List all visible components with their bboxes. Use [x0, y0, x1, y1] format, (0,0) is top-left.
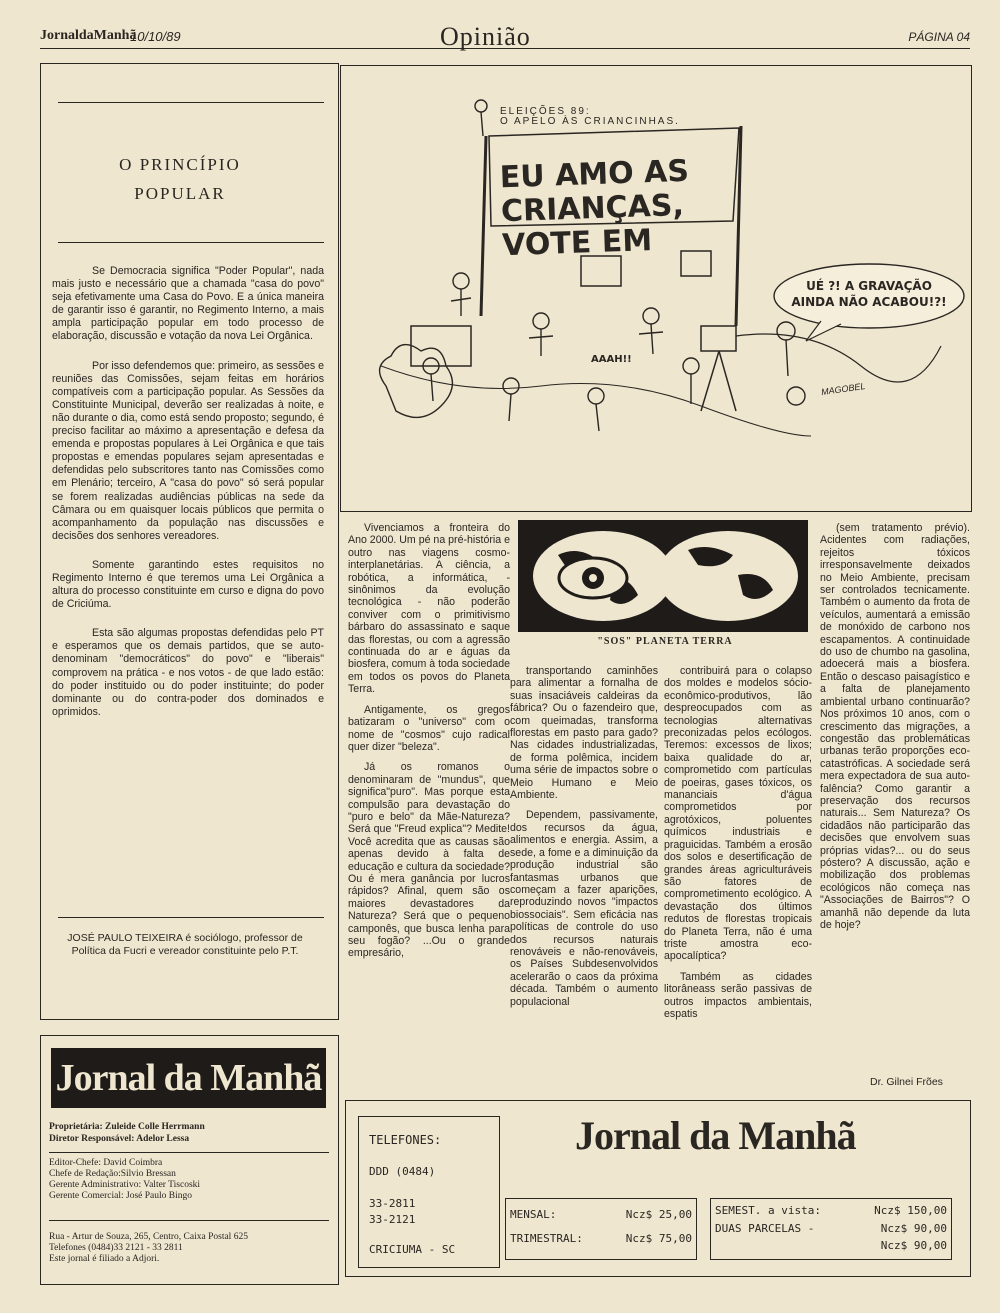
- sos-paragraph: contribuirá para o colapso dos moldes e modelos sócio-econômico-produtivos, lão despreocupados com as tecnologias alternativas preconizadas pelos ecólogos. Teremos: excessos de lixos; baixa qualidade do ar, comprometido com partículas de poeiras, gases tóxicos, os mananciais d'água comprometidos por agrotóxicos, poluentes químicos industriais e praguicidas. Também a erosão dos solos e desertificação de grandes áreas agriculturáveis são fatores de comprometimento ecológico. A devastação dos últimos redutos de florestas tropicais do Planeta Terra, não é uma triste amostra eco-apocalíptica?: [664, 665, 812, 963]
- article-paragraph: Por isso defendemos que: primeiro, as sessões e reuniões das Comissões, sejam feitas em horários compatíveis com a participação popular. As Sessões da Constituinte Municipal, deverão ser realizadas à noite, e não durante o dia, como está sendo proposto; segundo, é preciso facilitar ao máximo a apresentação e defesa da emenda e propostas populares à Lei Orgânica e que tais propostas e emendas populares sejam apresentadas e defendidas pelo subscritores tanto nas Comissões como em Plenário; terceiro, A "casa do povo" só será popular se forem realizadas audiências públicas na sede da Câmara ou em quaisquer locais públicos que permita o acompanhamento da população nas discussões e decisões dos senhores vereadores.: [52, 359, 325, 542]
- trimestral-value: Ncz$ 75,00: [625, 1232, 692, 1245]
- sos-illustration: [518, 520, 808, 652]
- semest-label: SEMEST. a vista:: [715, 1204, 821, 1217]
- sos-paragraph: transportando caminhões para alimentar a fornalha de suas insaciáveis caldeiras da fábrica? Ou o fazendeiro que, com queimadas, transforma florestas em pasto para gado? Nas cidades industrializadas, de forma polêmica, incidem uma série de impactos sobre o Meio Humano e Meio Ambiente.: [510, 665, 658, 802]
- expediente-rule-1: [49, 1152, 329, 1153]
- duas-parcelas-value-1: Ncz$ 90,00: [880, 1222, 947, 1235]
- sos-column-3: [664, 665, 812, 1028]
- article-paragraph: Somente garantindo estes requisitos no Regimento Interno é que teremos uma Lei Orgânica a altura do processo constituinte em curso e digna do povo de Criciúma.: [52, 558, 324, 611]
- article-paragraph: Esta são algumas propostas defendidas pelo PT e esperamos que os demais partidos, que se auto-denominam "democráticos" do povo" e "liberais" comprovem na prática - e nos votos - de que lado estão: do poder instituido ou do poder instituinte; do poder dominante ou do contra-poder dos dominados e oprimidos.: [52, 627, 324, 718]
- author-rule: [58, 917, 324, 918]
- balloon-line2: AINDA NÃO ACABOU!?!: [791, 295, 947, 309]
- duas-parcelas-label: DUAS PARCELAS -: [715, 1222, 815, 1235]
- sos-paragraph: Antigamente, os gregos batizaram o "universo" com o nome de "cosmos" cujo radical quer dizer "beleza".: [348, 703, 510, 753]
- section-title: Opinião: [440, 22, 531, 51]
- sos-signature: Dr. Gilnei Frões: [870, 1076, 943, 1088]
- expediente-box: [40, 1035, 339, 1285]
- expediente-director: Diretor Responsável: Adelor Lessa: [49, 1134, 190, 1144]
- masthead-date: 10/10/89: [130, 29, 181, 44]
- cartoon-shout: AAAH!!: [591, 354, 632, 365]
- title-rule-bottom: [58, 242, 324, 243]
- sos-column-4: [820, 522, 970, 939]
- telephone-box: [358, 1116, 500, 1268]
- banner-line1: EU AMO AS: [499, 153, 690, 196]
- cartoon-caption-line2: O APELO ÀS CRIANCINHAS.: [500, 116, 680, 127]
- tel-number-1: 33-2811: [369, 1197, 416, 1210]
- sos-paragraph: (sem tratamento prévio). Acidentes com radiações, rejeitos tóxicos irresponsavelmente deixados no Meio Ambiente, precisam ser controlados tecnicamente. Também o aumento da frota de veículos, aumentará a emissão de monóxido de carbono nos escapamentos. A continuidade do uso de chumbo na gasolina, adoecerá mais a biosfera. Então o descaso paisagístico e a falta de planejamento ambiental urbano continuarão? Nos próximos 10 anos, com o crescimento das migrações, a congestão das problemáticas urbanas terão proporções eco-catastróficas. A sociedade será mera expectadora de sua auto-falência? Como garantir a preservação dos recursos naturais... Sem Natureza? Os cidadãos não participarão das decisões que envolvem suas próprias vidas?... ou do seus póstero? A discussão, ação e mobilização dos problemas ecológicos não começa nas "Associações de Bairros"? O amanhã não depende da luta de hoje?: [820, 522, 970, 931]
- sos-paragraph: Dependem, passivamente, dos recursos da água, alimentos e energia. Assim, a sede, a fome e a diminuição da produção industrial são fantasmas urbanos que começam a fazer aparições, reproduzindo novos "impactos biossociais". Sem eficácia nas políticas de controle do uso dos recursos naturais renováveis e não-renováveis, os Países Subdesenvolvidos acelerarão o caos da próxima década. Também o aumento populacional: [510, 809, 658, 1008]
- cartoon-frame: [340, 65, 972, 512]
- article-body: [52, 265, 324, 735]
- speech-balloon-text: [789, 278, 949, 310]
- expediente-affiliation: Este jornal é filiado a Adjori.: [49, 1254, 160, 1264]
- cartoon-banner: [499, 155, 692, 264]
- expediente-logo: Jornal da Manhã: [51, 1048, 326, 1108]
- article-title-line1: O PRINCÍPIO: [119, 155, 241, 174]
- mensal-value: Ncz$ 25,00: [625, 1208, 692, 1221]
- article-title: [70, 150, 290, 208]
- masthead-paper-name: JornaldaManhã: [40, 28, 137, 43]
- trimestral-label: TRIMESTRAL:: [510, 1232, 583, 1245]
- world-map-eye-illustration: [518, 520, 808, 632]
- price-box-mensal: [505, 1198, 697, 1260]
- title-rule-top: [58, 102, 324, 103]
- article-title-line2: POPULAR: [134, 184, 226, 203]
- banner-line3: VOTE EM: [501, 223, 653, 264]
- banner-line2: CRIANÇAS,: [500, 187, 685, 230]
- sos-paragraph: Já os romanos o denominaram de "mundus", que significa"puro". Mas porque esta compulsão para devastação do "puro e belo" da Mãe-Natureza? Será que "Freud explica"? Medite! Você acredita que as causas são apenas devido à falta de educação e cultura da sociedade? Ou é mera ganância por lucros rápidos? Afinal, quem são os maiores devastadores da Natureza? Será que o pequeno camponês, que busca lenha para seu fogão? ...Ou o grande empresário,: [348, 761, 510, 960]
- expediente-admin: Gerente Administrativo: Valter Tiscoski: [49, 1180, 201, 1190]
- expediente-address: Rua - Artur de Souza, 265, Centro, Caixa Postal 625: [49, 1232, 248, 1242]
- cartoon-caption-line1: ELEIÇÕES 89:: [500, 106, 591, 117]
- sos-column-2: [510, 665, 658, 1016]
- expediente-rule-2: [49, 1220, 329, 1221]
- masthead: [40, 22, 970, 52]
- sos-paragraph: Também as cidades litorâneass serão passivas de outros impactos ambientais, espatis: [664, 970, 812, 1020]
- tel-number-2: 33-2121: [369, 1213, 416, 1226]
- cartoon-artist-signature: MAGOBEL: [820, 380, 866, 398]
- balloon-line1: UÉ ?! A GRAVAÇÃO: [806, 279, 932, 293]
- semest-value: Ncz$ 150,00: [874, 1204, 947, 1217]
- article-paragraph: Se Democracia significa "Poder Popular", nada mais justo e necessário que a chamada "casa do povo" seja efetivamente uma Casa do Povo. E a única maneira de garantir isso é garantir, no Regimento Interno, a mais ampla participação popular em todo processo de elaboração, discussão e votação da nova Lei Orgânica.: [52, 265, 324, 343]
- sos-paragraph: Vivenciamos a fronteira do Ano 2000. Um pé na pré-história e outro nas viagens cosmo-interplanetárias. A ciência, a robótica, a informática, - sinônimos da evolução tecnológica - não poderão conviver com o primitivismo bárbaro do assassinato e saque das florestas, ou com a agressão continuada do ar e águas da biosfera, comum à toda sociedade em todos os povos do Planeta Terra.: [348, 522, 510, 696]
- expediente-chief: Chefe de Redação:Silvio Bressan: [49, 1169, 176, 1179]
- duas-parcelas-value-2: Ncz$ 90,00: [880, 1239, 947, 1252]
- subscription-logo: Jornal da Manhã: [575, 1113, 856, 1158]
- expediente-phones: Telefones (0484)33 2121 - 33 2811: [49, 1243, 183, 1253]
- expediente-editor: Editor-Chefe: David Coimbra: [49, 1158, 163, 1168]
- author-note: JOSÉ PAULO TEIXEIRA é sociólogo, professor de Política da Fucri e vereador constituinte pelo P.T.: [67, 932, 303, 957]
- tel-label: TELEFONES:: [369, 1133, 442, 1147]
- sos-caption: "SOS" PLANETA TERRA: [597, 636, 733, 647]
- price-box-semestral: [710, 1198, 952, 1260]
- page-number: PÁGINA 04: [908, 30, 970, 44]
- tel-city: CRICIUMA - SC: [369, 1243, 456, 1256]
- mensal-label: MENSAL:: [510, 1208, 557, 1221]
- expediente-owner: Proprietária: Zuleide Colle Herrmann: [49, 1122, 205, 1132]
- masthead-rule: [40, 48, 970, 49]
- tel-ddd: DDD (0484): [369, 1165, 436, 1178]
- sos-column-1: [348, 522, 510, 968]
- expediente-commercial: Gerente Comercial: José Paulo Bingo: [49, 1191, 192, 1201]
